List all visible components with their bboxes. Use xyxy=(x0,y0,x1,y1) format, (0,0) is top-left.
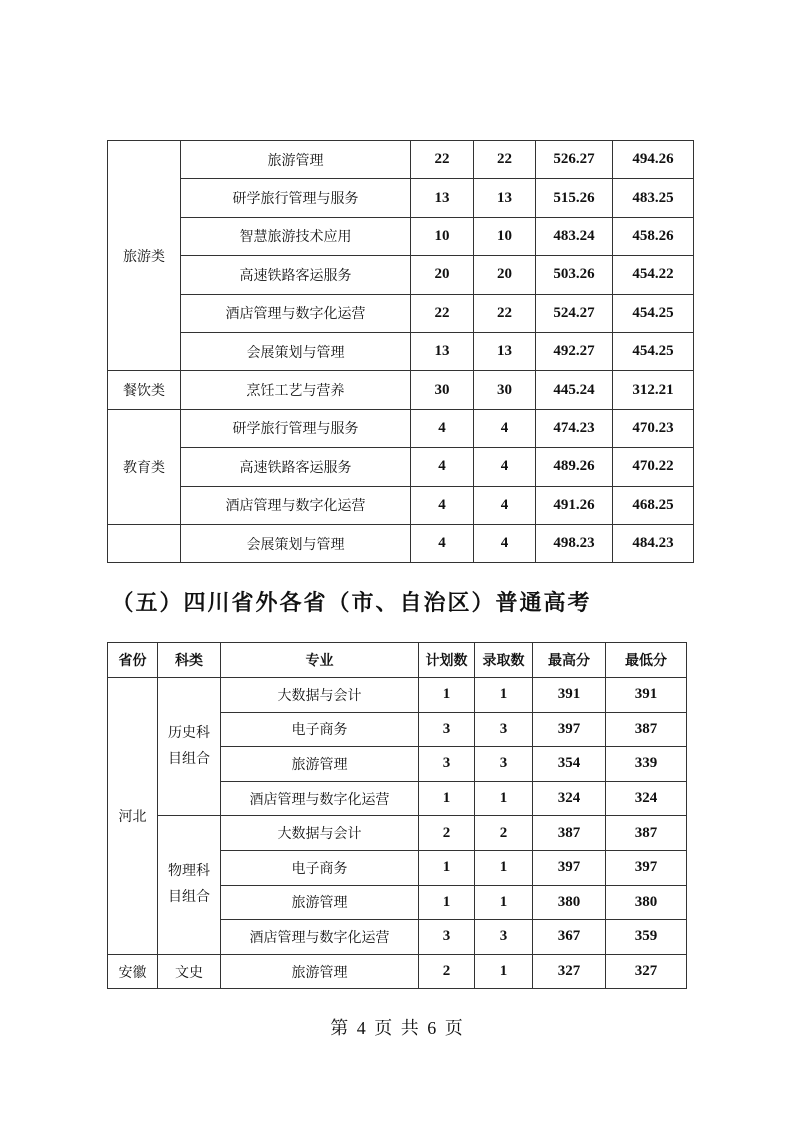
table-header-row xyxy=(108,643,687,678)
min-score-cell: 387 xyxy=(606,816,687,851)
table-row xyxy=(108,371,694,409)
admitted-count-cell: 22 xyxy=(474,141,536,179)
min-score-cell: 470.23 xyxy=(613,409,694,447)
admitted-count-cell: 2 xyxy=(475,816,533,851)
min-score-cell: 327 xyxy=(606,954,687,989)
table-row xyxy=(108,409,694,447)
table-row xyxy=(108,524,694,562)
plan-count-cell: 13 xyxy=(411,332,474,370)
plan-count-cell: 10 xyxy=(411,217,474,255)
table-row xyxy=(108,217,694,255)
max-score-cell: 354 xyxy=(533,747,606,782)
major-cell: 酒店管理与数字化运营 xyxy=(221,781,419,816)
max-score-cell: 397 xyxy=(533,712,606,747)
min-score-cell: 483.25 xyxy=(613,179,694,217)
min-score-cell: 454.22 xyxy=(613,256,694,294)
plan-count-cell: 1 xyxy=(419,850,475,885)
major-cell: 旅游管理 xyxy=(221,747,419,782)
major-cell: 大数据与会计 xyxy=(221,678,419,713)
min-score-cell: 458.26 xyxy=(613,217,694,255)
category-cell xyxy=(108,524,181,562)
major-cell: 旅游管理 xyxy=(221,954,419,989)
max-score-cell: 397 xyxy=(533,850,606,885)
admitted-count-cell: 22 xyxy=(474,294,536,332)
max-score-cell: 526.27 xyxy=(536,141,613,179)
min-score-cell: 484.23 xyxy=(613,524,694,562)
admitted-count-cell: 1 xyxy=(475,885,533,920)
admitted-count-cell: 4 xyxy=(474,448,536,486)
admitted-count-cell: 1 xyxy=(475,781,533,816)
plan-count-cell: 22 xyxy=(411,294,474,332)
admitted-count-cell: 3 xyxy=(475,747,533,782)
admitted-count-cell: 4 xyxy=(474,409,536,447)
subject-label: 历史科目组合 xyxy=(168,725,210,767)
min-score-cell: 312.21 xyxy=(613,371,694,409)
admission-table-continued xyxy=(107,140,694,563)
min-score-cell: 470.22 xyxy=(613,448,694,486)
category-cell: 餐饮类 xyxy=(108,371,181,409)
subject-cell: 文史 xyxy=(158,954,221,989)
min-score-cell: 454.25 xyxy=(613,332,694,370)
admitted-count-cell: 1 xyxy=(475,678,533,713)
table-row xyxy=(108,448,694,486)
table-row xyxy=(108,179,694,217)
major-cell: 旅游管理 xyxy=(181,141,411,179)
out-of-province-admission-table xyxy=(107,642,687,989)
category-cell: 旅游类 xyxy=(108,141,181,371)
min-score-cell: 494.26 xyxy=(613,141,694,179)
admitted-count-cell: 1 xyxy=(475,850,533,885)
table-row xyxy=(108,954,687,989)
min-score-cell: 454.25 xyxy=(613,294,694,332)
admitted-count-cell: 3 xyxy=(475,920,533,955)
major-cell: 大数据与会计 xyxy=(221,816,419,851)
table-row xyxy=(108,294,694,332)
plan-count-cell: 13 xyxy=(411,179,474,217)
min-score-cell: 391 xyxy=(606,678,687,713)
major-cell: 酒店管理与数字化运营 xyxy=(221,920,419,955)
plan-count-cell: 1 xyxy=(419,781,475,816)
plan-count-cell: 3 xyxy=(419,712,475,747)
max-score-cell: 498.23 xyxy=(536,524,613,562)
subject-cell xyxy=(158,678,221,816)
admitted-count-cell: 20 xyxy=(474,256,536,294)
admitted-count-cell: 10 xyxy=(474,217,536,255)
section-title: （五）四川省外各省（市、自治区）普通高考 xyxy=(111,591,592,616)
plan-count-cell: 2 xyxy=(419,954,475,989)
min-score-cell: 324 xyxy=(606,781,687,816)
max-score-cell: 391 xyxy=(533,678,606,713)
category-cell: 教育类 xyxy=(108,409,181,524)
table-row xyxy=(108,678,687,713)
admitted-count-cell: 1 xyxy=(475,954,533,989)
major-cell: 酒店管理与数字化运营 xyxy=(181,486,411,524)
max-score-cell: 489.26 xyxy=(536,448,613,486)
plan-count-cell: 1 xyxy=(419,885,475,920)
min-score-cell: 387 xyxy=(606,712,687,747)
major-cell: 会展策划与管理 xyxy=(181,332,411,370)
plan-count-cell: 20 xyxy=(411,256,474,294)
table-row xyxy=(108,816,687,851)
admitted-count-cell: 30 xyxy=(474,371,536,409)
major-cell: 高速铁路客运服务 xyxy=(181,256,411,294)
max-score-cell: 503.26 xyxy=(536,256,613,294)
max-score-cell: 491.26 xyxy=(536,486,613,524)
max-score-cell: 367 xyxy=(533,920,606,955)
major-cell: 智慧旅游技术应用 xyxy=(181,217,411,255)
header-plan: 计划数 xyxy=(419,643,475,678)
admitted-count-cell: 4 xyxy=(474,486,536,524)
header-subject: 科类 xyxy=(158,643,221,678)
header-major: 专业 xyxy=(221,643,419,678)
table-row xyxy=(108,256,694,294)
header-min-score: 最低分 xyxy=(606,643,687,678)
header-province: 省份 xyxy=(108,643,158,678)
plan-count-cell: 4 xyxy=(411,486,474,524)
plan-count-cell: 4 xyxy=(411,409,474,447)
max-score-cell: 327 xyxy=(533,954,606,989)
plan-count-cell: 3 xyxy=(419,747,475,782)
min-score-cell: 468.25 xyxy=(613,486,694,524)
major-cell: 电子商务 xyxy=(221,850,419,885)
plan-count-cell: 22 xyxy=(411,141,474,179)
major-cell: 酒店管理与数字化运营 xyxy=(181,294,411,332)
plan-count-cell: 1 xyxy=(419,678,475,713)
max-score-cell: 445.24 xyxy=(536,371,613,409)
max-score-cell: 483.24 xyxy=(536,217,613,255)
plan-count-cell: 4 xyxy=(411,448,474,486)
major-cell: 烹饪工艺与营养 xyxy=(181,371,411,409)
min-score-cell: 359 xyxy=(606,920,687,955)
max-score-cell: 324 xyxy=(533,781,606,816)
admitted-count-cell: 3 xyxy=(475,712,533,747)
header-admitted: 录取数 xyxy=(475,643,533,678)
subject-cell xyxy=(158,816,221,954)
max-score-cell: 474.23 xyxy=(536,409,613,447)
major-cell: 高速铁路客运服务 xyxy=(181,448,411,486)
table-row xyxy=(108,486,694,524)
header-max-score: 最高分 xyxy=(533,643,606,678)
page-footer: 第 4 页 共 6 页 xyxy=(330,1018,463,1038)
max-score-cell: 492.27 xyxy=(536,332,613,370)
table-row xyxy=(108,332,694,370)
major-cell: 旅游管理 xyxy=(221,885,419,920)
admitted-count-cell: 13 xyxy=(474,179,536,217)
admitted-count-cell: 13 xyxy=(474,332,536,370)
province-cell: 安徽 xyxy=(108,954,158,989)
plan-count-cell: 2 xyxy=(419,816,475,851)
admitted-count-cell: 4 xyxy=(474,524,536,562)
major-cell: 研学旅行管理与服务 xyxy=(181,179,411,217)
max-score-cell: 380 xyxy=(533,885,606,920)
max-score-cell: 515.26 xyxy=(536,179,613,217)
plan-count-cell: 3 xyxy=(419,920,475,955)
max-score-cell: 387 xyxy=(533,816,606,851)
major-cell: 会展策划与管理 xyxy=(181,524,411,562)
table-row xyxy=(108,141,694,179)
min-score-cell: 397 xyxy=(606,850,687,885)
plan-count-cell: 30 xyxy=(411,371,474,409)
major-cell: 电子商务 xyxy=(221,712,419,747)
subject-label: 物理科目组合 xyxy=(168,864,210,906)
province-cell: 河北 xyxy=(108,678,158,955)
min-score-cell: 339 xyxy=(606,747,687,782)
max-score-cell: 524.27 xyxy=(536,294,613,332)
plan-count-cell: 4 xyxy=(411,524,474,562)
major-cell: 研学旅行管理与服务 xyxy=(181,409,411,447)
min-score-cell: 380 xyxy=(606,885,687,920)
